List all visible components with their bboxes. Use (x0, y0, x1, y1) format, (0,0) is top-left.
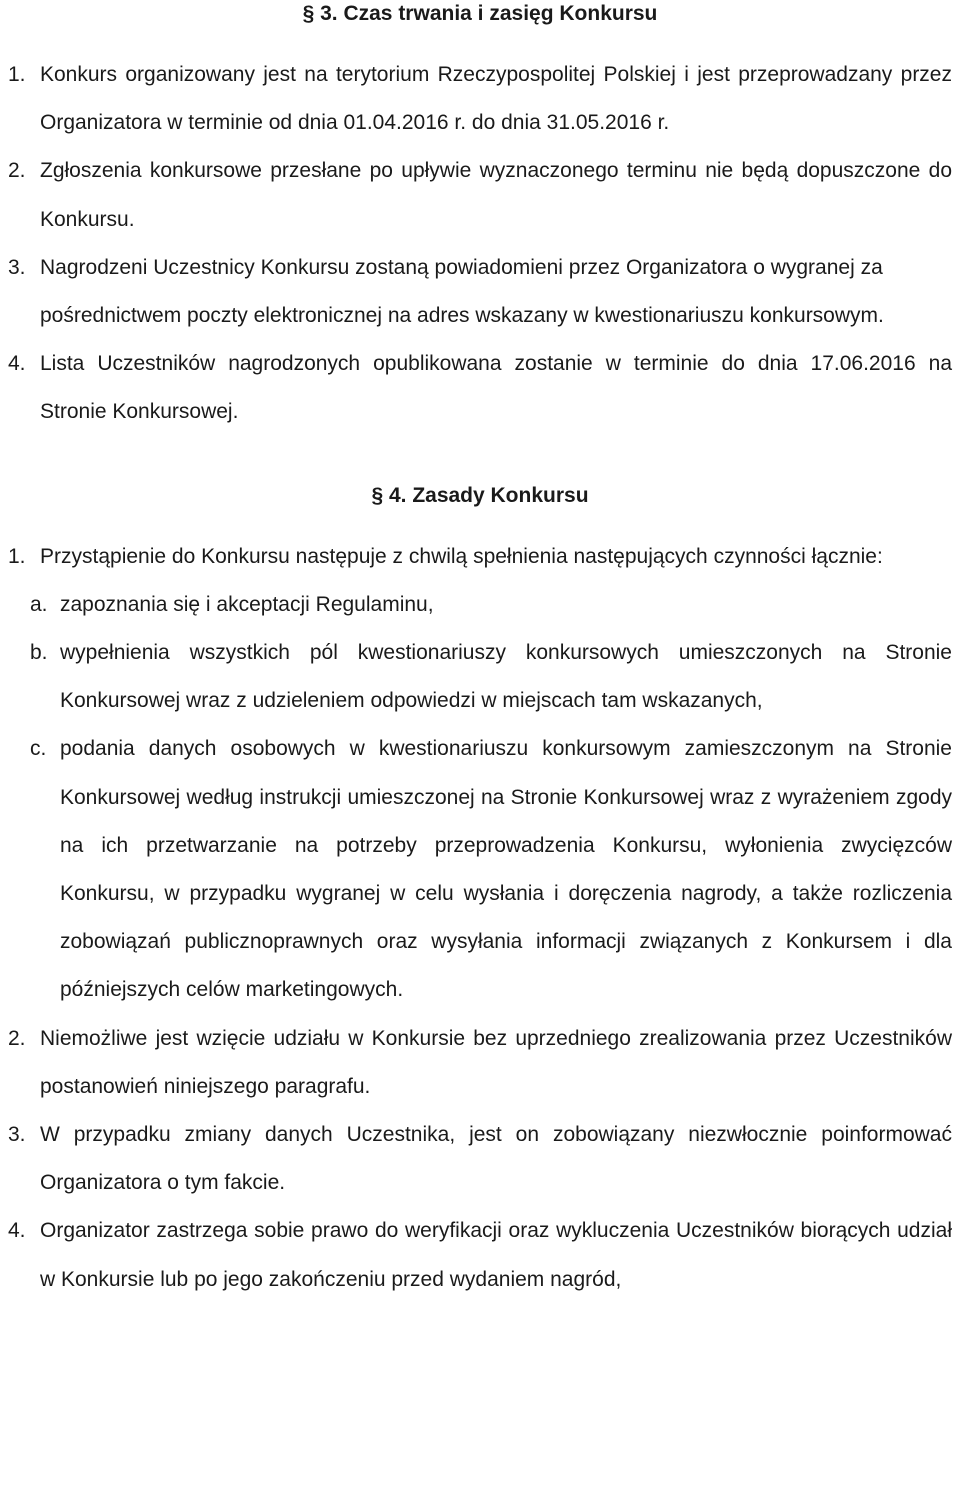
sub-item-text: podania danych osobowych w kwestionariuszu konkursowym zamieszczonym na Stronie Konkursowej według instrukcji umieszczonej na Stronie Konkursowej wraz z wyrażeniem zgody na ich przetwarzanie na potrzeby przeprowadzenia Konkursu, wyłonienia zwycięzców Konkursu, w przypadku wygranej w celu wysłania i doręczenia nagrody, a także rozliczenia zobowiązań publicznoprawnych oraz wysyłania informacji związanych z Konkursem i dla późniejszych celów marketingowych. (60, 737, 952, 1002)
item-number: 4. (8, 352, 26, 376)
list-item (8, 340, 952, 436)
section-4-list (8, 533, 952, 1304)
item-text: W przypadku zmiany danych Uczestnika, jest on zobowiązany niezwłocznie poinformować Organizatora o tym fakcie. (40, 1123, 952, 1195)
list-item (8, 1111, 952, 1207)
sub-item-letter: a. (30, 592, 48, 616)
list-item (8, 533, 952, 581)
item-number: 1. (8, 63, 26, 86)
sub-list-item (8, 581, 952, 629)
item-number: 4. (8, 1219, 26, 1243)
item-number: 2. (8, 159, 26, 183)
item-number: 3. (8, 255, 26, 279)
list-item (8, 51, 952, 147)
item-number: 3. (8, 1123, 26, 1147)
item-number: 1. (8, 544, 26, 568)
item-text: Lista Uczestników nagrodzonych opublikowana zostanie w terminie do dnia 17.06.2016 na Stronie Konkursowej. (40, 352, 952, 424)
sub-item-text: wypełnienia wszystkich pól kwestionariuszy konkursowych umieszczonych na Stronie Konkursowej wraz z udzieleniem odpowiedzi w miejscach tam wskazanych, (60, 641, 952, 713)
item-text: Organizator zastrzega sobie prawo do weryfikacji oraz wykluczenia Uczestników biorących udział w Konkursie lub po jego zakończeniu przed wydaniem nagród, (40, 1219, 952, 1291)
section-3-list (8, 51, 952, 437)
sub-list-item (8, 629, 952, 725)
section-4-heading: § 4. Zasady Konkursu (371, 483, 589, 507)
sub-item-letter: b. (30, 641, 48, 665)
item-text: Zgłoszenia konkursowe przesłane po upływie wyznaczonego terminu nie będą dopuszczone do Konkursu. (40, 159, 952, 231)
sub-item-letter: c. (30, 737, 47, 761)
section-3-heading: § 3. Czas trwania i zasięg Konkursu (302, 2, 658, 25)
item-text: Niemożliwe jest wzięcie udziału w Konkursie bez uprzedniego zrealizowania przez Uczestników postanowień niniejszego paragrafu. (40, 1026, 952, 1098)
item-text: Nagrodzeni Uczestnicy Konkursu zostaną powiadomieni przez Organizatora o wygranej za pośrednictwem poczty elektronicznej na adres wskazany w kwestionariuszu konkursowym. (40, 255, 884, 328)
list-item (8, 1207, 952, 1303)
list-item (8, 147, 952, 243)
list-item (8, 244, 952, 340)
sub-item-text: zapoznania się i akceptacji Regulaminu, (60, 592, 434, 616)
sub-list-item (8, 725, 952, 1014)
item-text: Przystąpienie do Konkursu następuje z chwilą spełnienia następujących czynności łącznie: (40, 544, 883, 568)
item-number: 2. (8, 1026, 26, 1050)
item-text: Konkurs organizowany jest na terytorium Rzeczypospolitej Polskiej i jest przeprowadzany przez Organizatora w terminie od dnia 01.04.2016 r. do dnia 31.05.2016 r. (40, 63, 952, 135)
list-item (8, 1015, 952, 1111)
